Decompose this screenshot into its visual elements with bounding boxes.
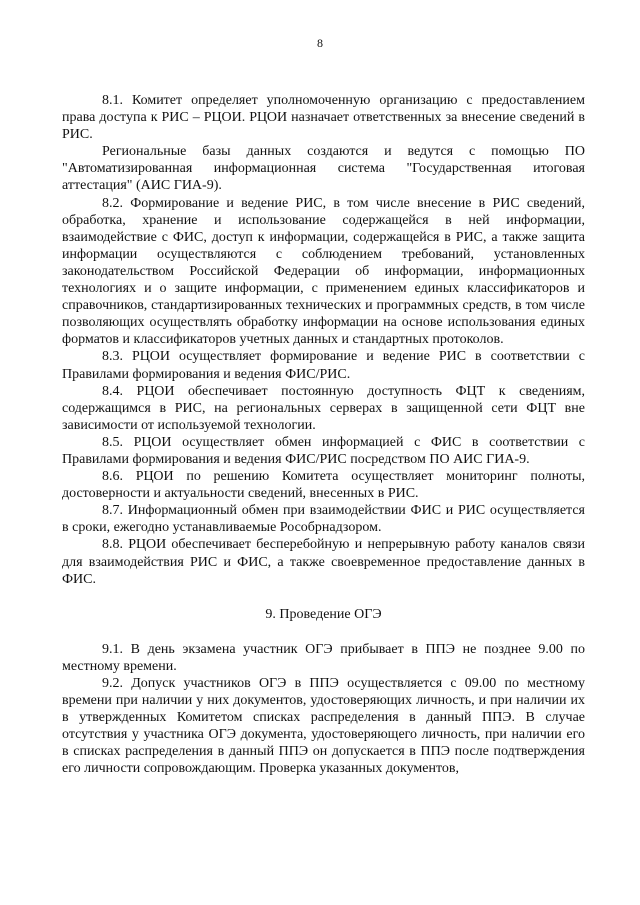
- page-number: 8: [317, 36, 323, 50]
- paragraph-8-6: 8.6. РЦОИ по решению Комитета осуществляет мониторинг полноты, достоверности и актуальности сведений, внесенных в РИС.: [62, 469, 585, 502]
- paragraph-8-5: 8.5. РЦОИ осуществляет обмен информацией с ФИС в соответствии с Правилами формирования и ведения ФИС/РИС посредством ПО АИС ГИА-9.: [62, 434, 585, 467]
- paragraph-regional-databases: Региональные базы данных создаются и ведутся с помощью ПО "Автоматизированная информационная система "Государственная итоговая аттестация" (АИС ГИА-9).: [62, 144, 585, 194]
- paragraph-8-2: 8.2. Формирование и ведение РИС, в том числе внесение в РИС сведений, обработка, хранение и использование содержащейся в ней информации, взаимодействие с ФИС, доступ к информации, содержащейся в РИС, а также защита информации осуществляются с соблюдением требований, установленных законодательством Российской Федерации об информации, информационных технологиях и о защите информации, с применением единых классификаторов и справочников, стандартизированных технических и программных средств, в том числе позволяющих осуществлять обработку информации на основе использования единых форматов и классификаторов учетных данных и стандартных протоколов.: [62, 195, 585, 348]
- paragraph-9-1: 9.1. В день экзамена участник ОГЭ прибывает в ППЭ не позднее 9.00 по местному времени.: [62, 641, 585, 674]
- paragraph-8-8: 8.8. РЦОИ обеспечивает бесперебойную и непрерывную работу каналов связи для взаимодействия РИС и ФИС, а также своевременное предоставление данных в ФИС.: [62, 537, 585, 587]
- paragraph-9-2: 9.2. Допуск участников ОГЭ в ППЭ осуществляется с 09.00 по местному времени при наличии у них документов, удостоверяющих личность, и при наличии их в утвержденных Комитетом списках распределения в данный ППЭ. В случае отсутствия у участника ОГЭ документа, удостоверяющего личность, при наличии его в списках распределения в данный ППЭ он допускается в ППЭ после подтверждения его личности сопровождающим. Проверка указанных документов,: [62, 675, 585, 777]
- paragraph-8-4: 8.4. РЦОИ обеспечивает постоянную доступность ФЦТ к сведениям, содержащимся в РИС, на региональных серверах в защищенной сети ФЦТ вне зависимости от используемой технологии.: [62, 383, 585, 433]
- section-9-heading: 9. Проведение ОГЭ: [265, 606, 382, 622]
- document-body: [62, 92, 585, 777]
- paragraph-8-7: 8.7. Информационный обмен при взаимодействии ФИС и РИС осуществляется в сроки, ежегодно устанавливаемые Рособрнадзором.: [62, 503, 585, 536]
- paragraph-8-1: 8.1. Комитет определяет уполномоченную организацию с предоставлением права доступа к РИС – РЦОИ. РЦОИ назначает ответственных за внесение сведений в РИС.: [62, 93, 585, 143]
- paragraph-8-3: 8.3. РЦОИ осуществляет формирование и ведение РИС в соответствии с Правилами формирования и ведения ФИС/РИС.: [62, 349, 585, 382]
